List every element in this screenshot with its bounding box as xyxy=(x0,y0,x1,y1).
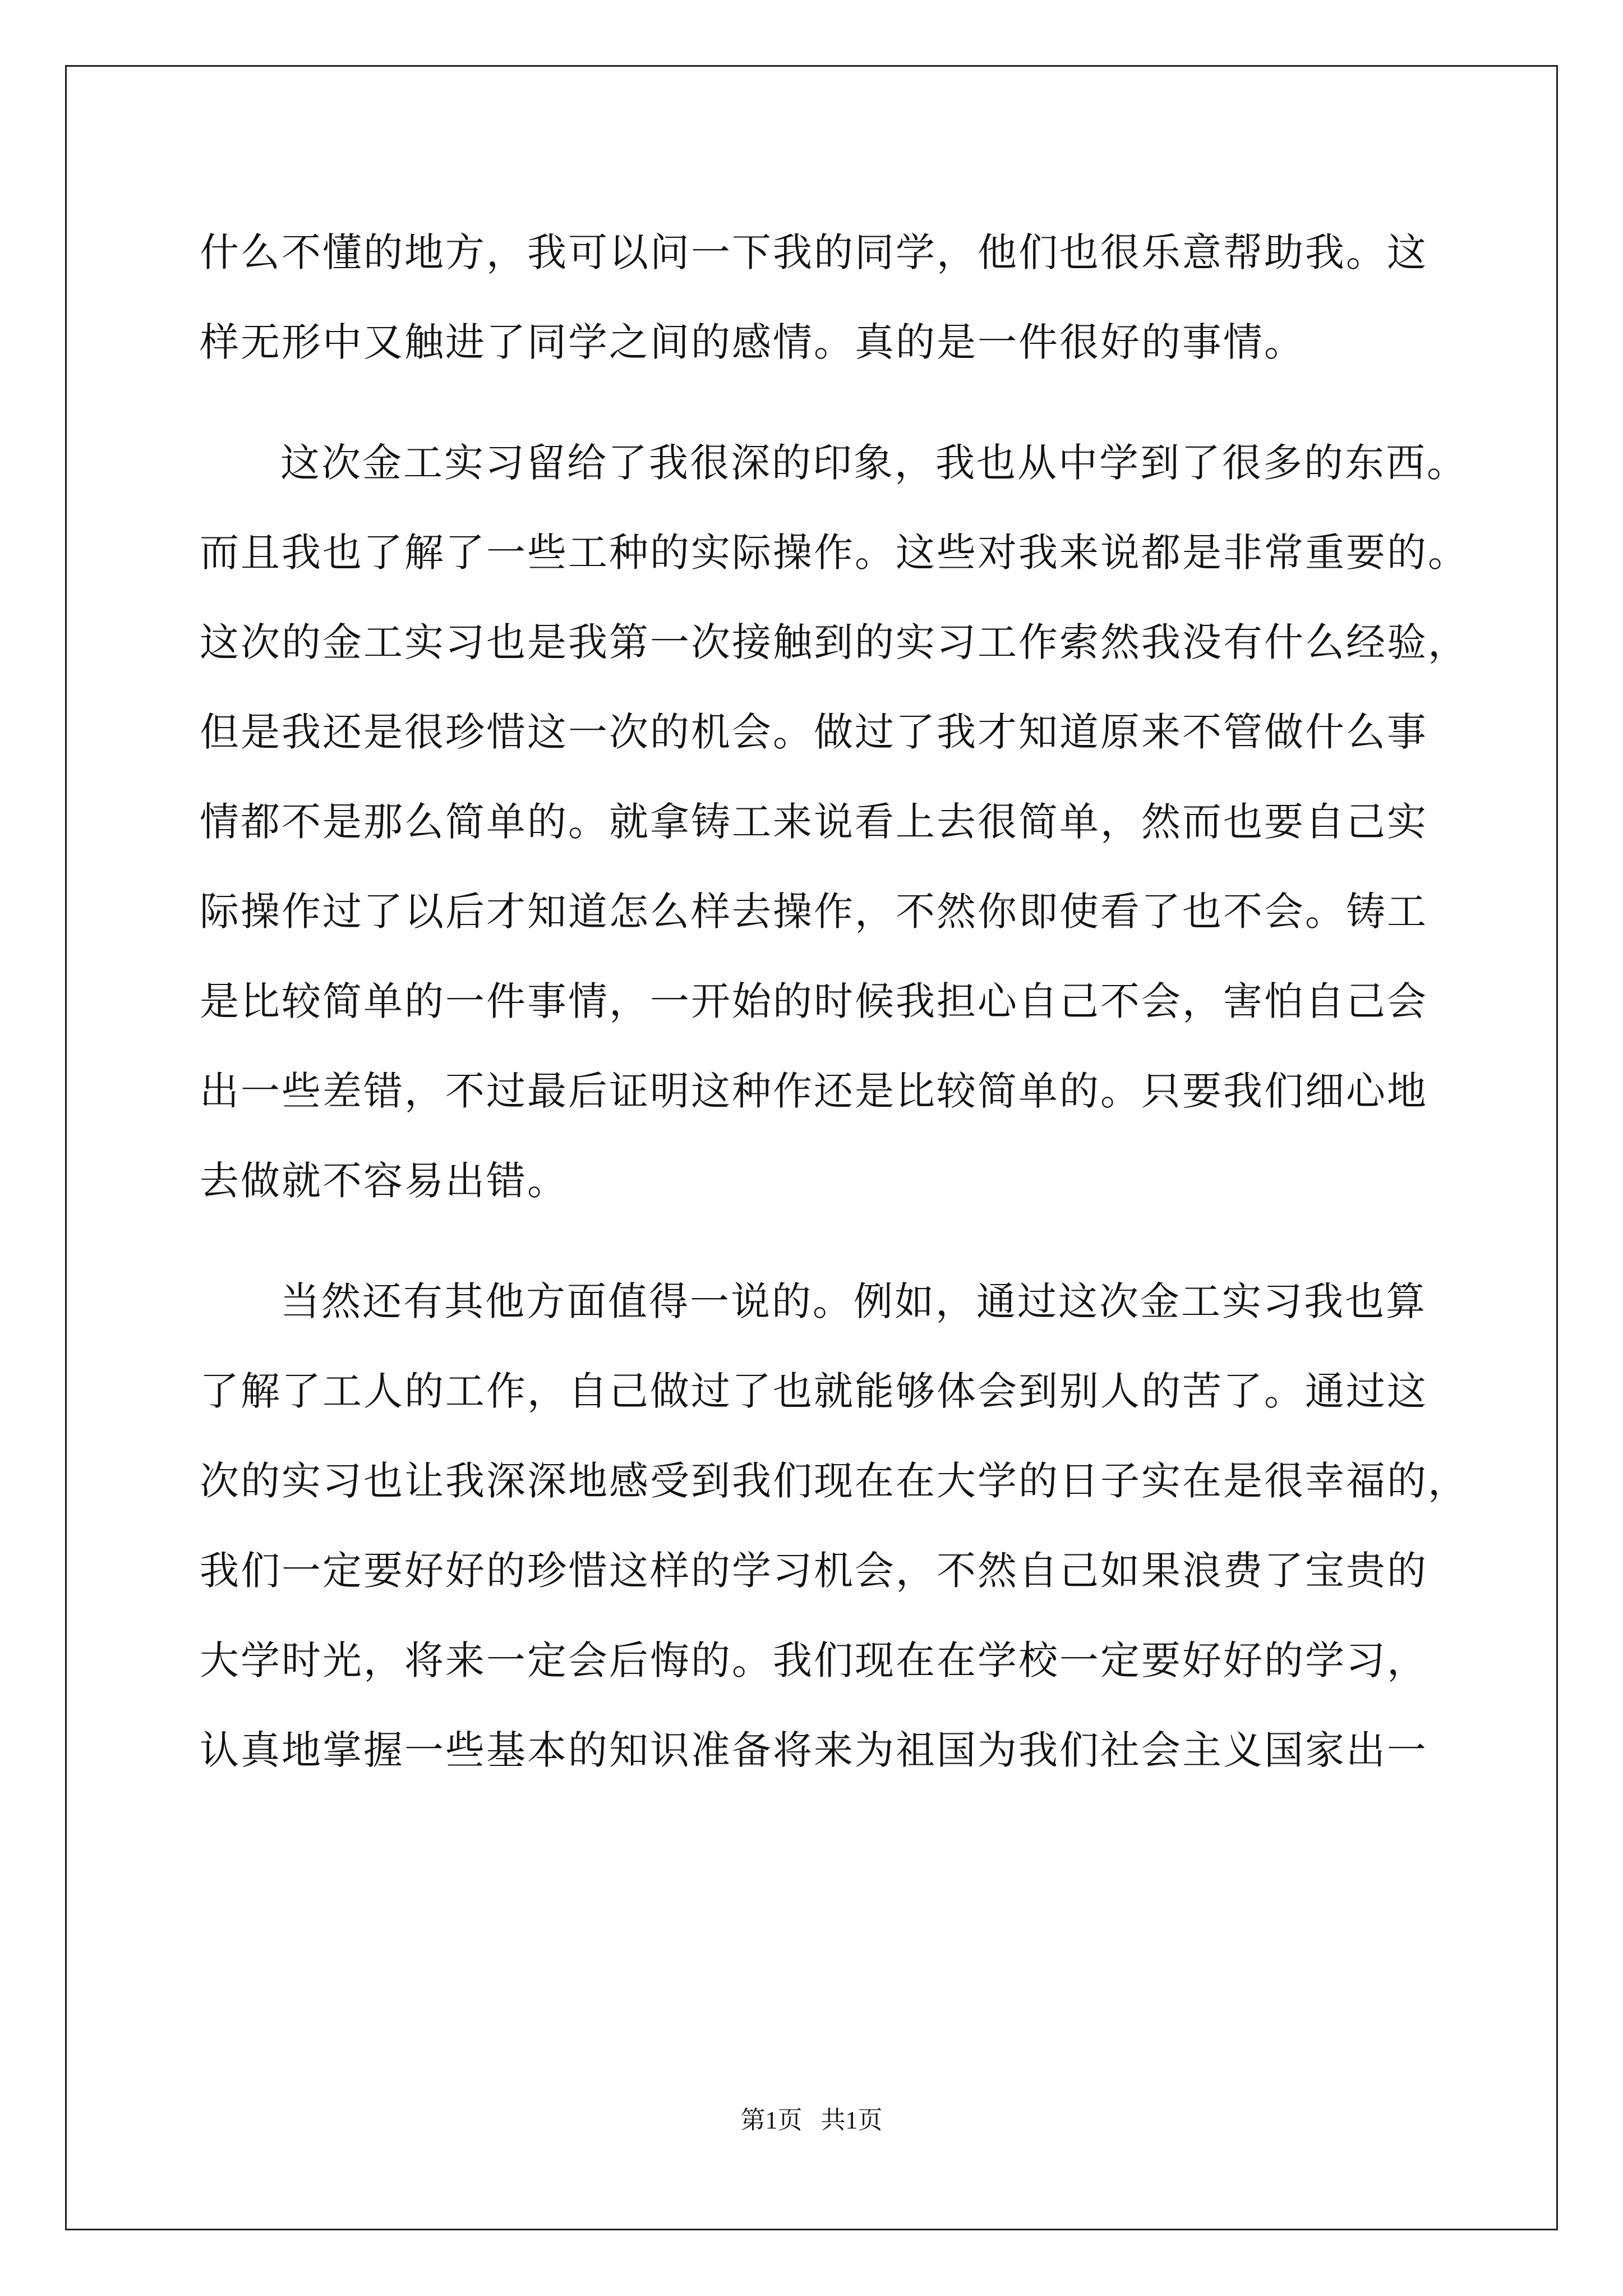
text-line: 大学时光，将来一定会后悔的。我们现在在学校一定要好好的学习， xyxy=(200,1637,1428,1683)
text-line: 次的实习也让我深深地感受到我们现在在大学的日子实在是很幸福的， xyxy=(200,1458,1469,1504)
text-line: 但是我还是很珍惜这一次的机会。做过了我才知道原来不管做什么事 xyxy=(200,709,1428,755)
text-line: 了解了工人的工作，自己做过了也就能够体会到别人的苦了。通过这 xyxy=(200,1368,1428,1414)
text-line: 出一些差错，不过最后证明这种作还是比较简单的。只要我们细心地 xyxy=(200,1068,1428,1114)
text-line: 情都不是那么简单的。就拿铸工来说看上去很简单，然而也要自己实 xyxy=(200,799,1428,845)
text-line: 际操作过了以后才知道怎么样去操作，不然你即使看了也不会。铸工 xyxy=(200,889,1428,935)
page-footer: 第1页 共1页 xyxy=(740,2106,883,2134)
text-line: 而且我也了解了一些工种的实际操作。这些对我来说都是非常重要的。 xyxy=(200,530,1469,576)
text-line: 样无形中又触进了同学之间的感情。真的是一件很好的事情。 xyxy=(200,319,1305,365)
paragraph-first-line: 这次金工实习留给了我很深的印象，我也从中学到了很多的东西。 xyxy=(280,440,1468,486)
paragraph-first-line: 当然还有其他方面值得一说的。例如，通过这次金工实习我也算 xyxy=(280,1278,1427,1324)
text-line: 什么不懂的地方，我可以问一下我的同学，他们也很乐意帮助我。这 xyxy=(200,229,1428,275)
text-line: 认真地掌握一些基本的知识准备将来为祖国为我们社会主义国家出一 xyxy=(200,1727,1428,1773)
text-line: 是比较简单的一件事情，一开始的时候我担心自己不会，害怕自己会 xyxy=(200,978,1428,1024)
text-line: 我们一定要好好的珍惜这样的学习机会，不然自己如果浪费了宝贵的 xyxy=(200,1548,1428,1594)
text-line: 去做就不容易出错。 xyxy=(200,1158,568,1204)
text-line: 这次的金工实习也是我第一次接触到的实习工作索然我没有什么经验， xyxy=(200,619,1469,665)
